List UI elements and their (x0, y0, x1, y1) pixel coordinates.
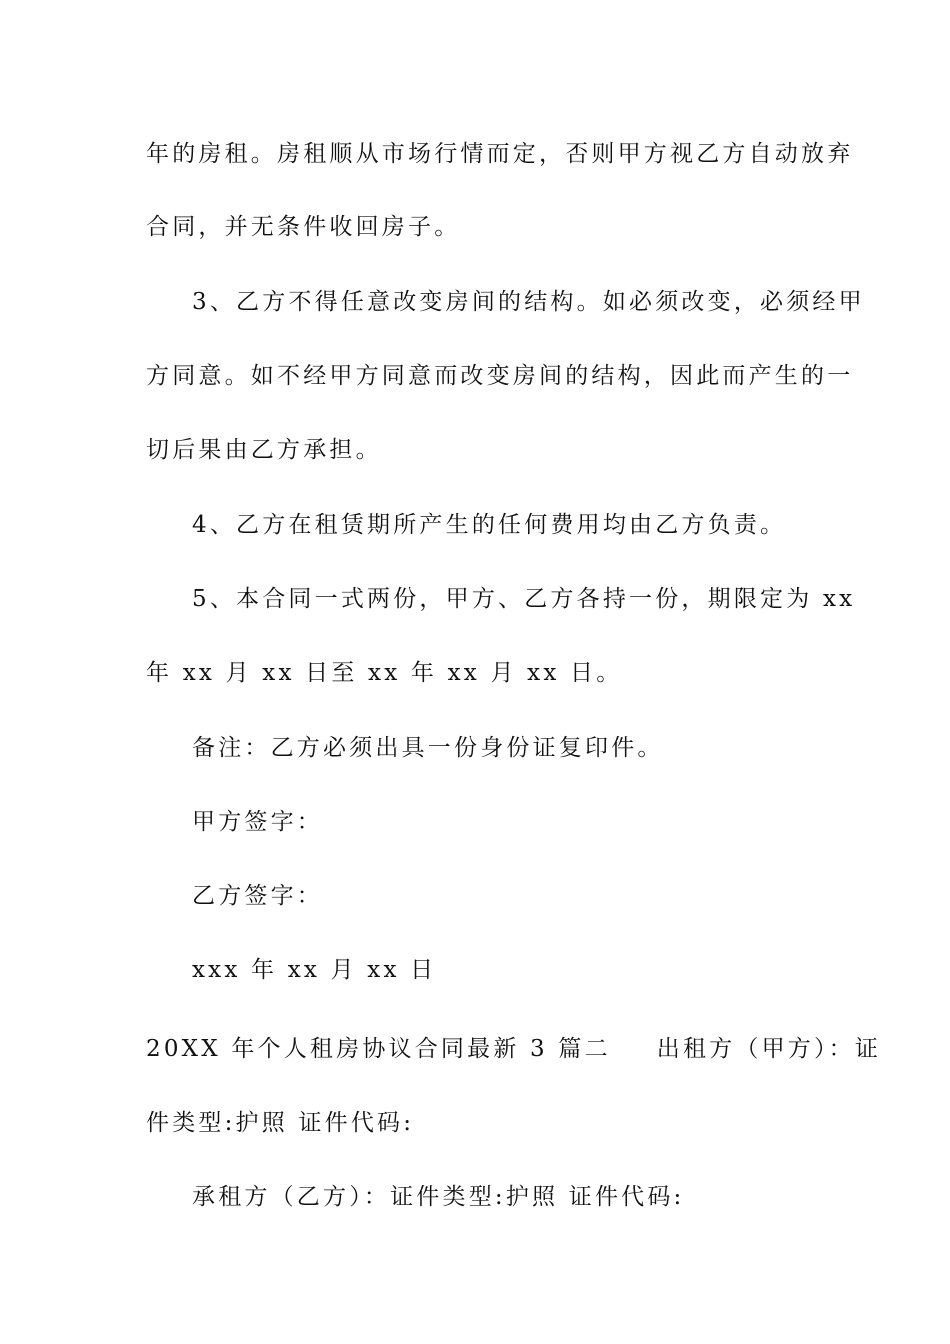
paragraph-line: 5、本合同一式两份，甲方、乙方各持一份，期限定为 xx (192, 586, 856, 612)
section-title: 20XX 年个人租房协议合同最新 3 篇二 (146, 1036, 611, 1062)
paragraph-line: 件类型:护照 证件代码: (146, 1110, 415, 1136)
paragraph-line: 年的房租。房租顺从市场行情而定，否则甲方视乙方自动放弃 (146, 141, 854, 167)
paragraph-line: 3、乙方不得任意改变房间的结构。如必须改变，必须经甲 (192, 289, 865, 315)
paragraph-line: 承租方（乙方）：证件类型:护照 证件代码: (192, 1184, 685, 1210)
paragraph-line: 切后果由乙方承担。 (146, 437, 382, 463)
note-line: 备注：乙方必须出具一份身份证复印件。 (192, 735, 664, 761)
paragraph-line: 年 xx 月 xx 日至 xx 年 xx 月 xx 日。 (146, 660, 623, 686)
party-a-signature-label: 甲方签字： (192, 809, 323, 835)
paragraph-line: 合同，并无条件收回房子。 (146, 214, 461, 240)
section-heading-line (146, 1034, 882, 1064)
paragraph-line: 4、乙方在租赁期所产生的任何费用均由乙方负责。 (192, 512, 787, 538)
paragraph-line: 方同意。如不经甲方同意而改变房间的结构，因此而产生的一 (146, 363, 854, 389)
heading-continuation: 出租方（甲方）：证 (656, 1036, 882, 1062)
party-b-signature-label: 乙方签字： (192, 883, 323, 909)
signature-date: xxx 年 xx 月 xx 日 (192, 957, 437, 983)
